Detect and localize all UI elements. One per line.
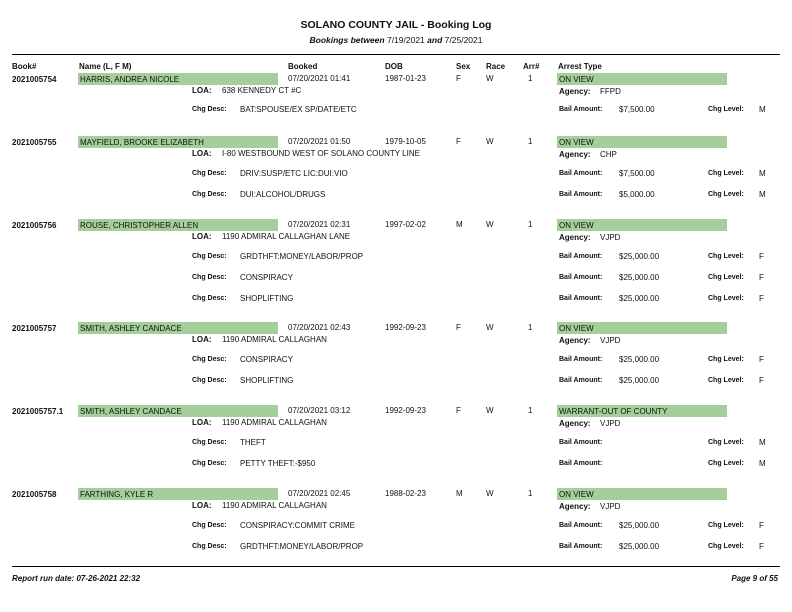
arrest-number: 1 [528,323,533,332]
book-number: 2021005756 [12,221,57,230]
sex: M [456,220,463,229]
bail-amount-label: Bail Amount: [559,543,603,550]
agency-label: Agency: [559,419,591,428]
charge-level-label: Chg Level: [708,253,744,260]
charge-description: GRDTHFT:MONEY/LABOR/PROP [240,542,364,551]
book-number: 2021005757 [12,324,57,333]
charge-desc-label: Chg Desc: [192,274,227,281]
charge-level-label: Chg Level: [708,170,744,177]
charge-desc-label: Chg Desc: [192,191,227,198]
header-divider [12,54,780,55]
inmate-name: SMITH, ASHLEY CANDACE [80,324,182,333]
arrest-type: ON VIEW [559,324,594,333]
bail-amount: $25,000.00 [619,252,660,261]
charge-desc-label: Chg Desc: [192,522,227,529]
charge-level: F [759,273,764,282]
bail-amount-label: Bail Amount: [559,191,603,198]
charge-level-label: Chg Level: [708,543,744,550]
inmate-name: MAYFIELD, BROOKE ELIZABETH [80,138,204,147]
charge-desc-label: Chg Desc: [192,295,227,302]
col-header-book: Book# [12,62,37,71]
charge-description: CONSPIRACY:COMMIT CRIME [240,521,355,530]
charge-description: THEFT [240,438,266,447]
loa-label: LOA: [192,232,212,241]
bail-amount-label: Bail Amount: [559,377,603,384]
charge-level-label: Chg Level: [708,377,744,384]
bail-amount-label: Bail Amount: [559,170,603,177]
col-header-name: Name (L, F M) [79,62,132,71]
inmate-name: ROUSE, CHRISTOPHER ALLEN [80,221,199,230]
date-of-birth: 1979-10-05 [385,137,426,146]
charge-description: BAT:SPOUSE/EX SP/DATE/ETC [240,105,357,114]
inmate-name: SMITH, ASHLEY CANDACE [80,407,182,416]
charge-desc-label: Chg Desc: [192,460,227,467]
charge-description: DUI:ALCOHOL/DRUGS [240,190,326,199]
book-number: 2021005755 [12,138,57,147]
charge-description: SHOPLIFTING [240,376,294,385]
charge-level-label: Chg Level: [708,191,744,198]
charge-level: F [759,355,764,364]
charge-level-label: Chg Level: [708,295,744,302]
loa-label: LOA: [192,501,212,510]
report-title: SOLANO COUNTY JAIL - Booking Log [300,19,492,31]
location-of-arrest: 1190 ADMIRAL CALLAGHAN LANE [222,232,351,241]
booked-datetime: 07/20/2021 01:41 [288,74,351,83]
date-of-birth: 1997-02-02 [385,220,426,229]
charge-level: F [759,252,764,261]
agency: VJPD [600,419,621,428]
sex: F [456,74,461,83]
charge-description: CONSPIRACY [240,273,293,282]
booked-datetime: 07/20/2021 03:12 [288,406,351,415]
charge-level: M [759,459,766,468]
arrest-number: 1 [528,74,533,83]
footer-divider [12,566,780,567]
agency: VJPD [600,502,621,511]
charge-level: M [759,169,766,178]
report-subtitle [0,35,792,45]
charge-level-label: Chg Level: [708,274,744,281]
arrest-number: 1 [528,406,533,415]
loa-label: LOA: [192,149,212,158]
agency: VJPD [600,233,621,242]
agency-label: Agency: [559,336,591,345]
booked-datetime: 07/20/2021 01:50 [288,137,351,146]
bail-amount: $5,000.00 [619,190,655,199]
bail-amount: $25,000.00 [619,521,660,530]
bail-amount-label: Bail Amount: [559,295,603,302]
charge-desc-label: Chg Desc: [192,439,227,446]
arrest-type: ON VIEW [559,138,594,147]
page-number: Page 9 of 55 [731,574,778,583]
charge-description: CONSPIRACY [240,355,293,364]
bail-amount: $7,500.00 [619,169,655,178]
charge-description: GRDTHFT:MONEY/LABOR/PROP [240,252,364,261]
arrest-number: 1 [528,220,533,229]
race: W [486,137,494,146]
booked-datetime: 07/20/2021 02:31 [288,220,351,229]
location-of-arrest: 1190 ADMIRAL CALLAGHAN [222,501,327,510]
arrest-number: 1 [528,489,533,498]
date-to: 7/25/2021 [444,35,483,45]
bail-amount-label: Bail Amount: [559,439,603,446]
bail-amount: $25,000.00 [619,376,660,385]
arrest-type: ON VIEW [559,490,594,499]
bail-amount: $25,000.00 [619,542,660,551]
agency-label: Agency: [559,150,591,159]
date-of-birth: 1992-09-23 [385,406,426,415]
subtitle-prefix: Bookings between [309,35,385,45]
bail-amount-label: Bail Amount: [559,106,603,113]
charge-level-label: Chg Level: [708,522,744,529]
race: W [486,74,494,83]
charge-level: F [759,294,764,303]
arrest-type: WARRANT-OUT OF COUNTY [559,407,668,416]
bail-amount: $25,000.00 [619,294,660,303]
charge-level: M [759,190,766,199]
col-header-sex: Sex [456,62,471,71]
bail-amount-label: Bail Amount: [559,522,603,529]
charge-level: M [759,438,766,447]
sex: F [456,323,461,332]
charge-description: DRIV:SUSP/ETC LIC:DUI:VIO [240,169,348,178]
charge-level-label: Chg Level: [708,460,744,467]
bail-amount: $25,000.00 [619,273,660,282]
sex: F [456,137,461,146]
agency: VJPD [600,336,621,345]
charge-description: PETTY THEFT:-$950 [240,459,316,468]
loa-label: LOA: [192,418,212,427]
sex: F [456,406,461,415]
charge-description: SHOPLIFTING [240,294,294,303]
col-header-booked: Booked [288,62,318,71]
bail-amount-label: Bail Amount: [559,356,603,363]
book-number: 2021005754 [12,75,57,84]
charge-level-label: Chg Level: [708,356,744,363]
date-of-birth: 1987-01-23 [385,74,426,83]
charge-level-label: Chg Level: [708,439,744,446]
location-of-arrest: I-80 WESTBOUND WEST OF SOLANO COUNTY LINE [222,149,420,158]
charge-level: F [759,376,764,385]
race: W [486,406,494,415]
charge-desc-label: Chg Desc: [192,356,227,363]
race: W [486,220,494,229]
charge-level-label: Chg Level: [708,106,744,113]
agency: FFPD [600,87,621,96]
location-of-arrest: 638 KENNEDY CT #C [222,86,302,95]
inmate-name: FARTHING, KYLE R [80,490,154,499]
charge-desc-label: Chg Desc: [192,377,227,384]
sex: M [456,489,463,498]
col-header-race: Race [486,62,506,71]
agency-label: Agency: [559,87,591,96]
charge-desc-label: Chg Desc: [192,253,227,260]
bail-amount: $25,000.00 [619,355,660,364]
agency: CHP [600,150,617,159]
agency-label: Agency: [559,233,591,242]
subtitle-and: and [427,35,443,45]
race: W [486,489,494,498]
col-header-arr: Arr# [523,62,540,71]
loa-label: LOA: [192,86,212,95]
col-header-arrest-type: Arrest Type [558,62,602,71]
date-of-birth: 1992-09-23 [385,323,426,332]
bail-amount: $7,500.00 [619,105,655,114]
book-number: 2021005757.1 [12,407,64,416]
charge-desc-label: Chg Desc: [192,170,227,177]
arrest-type: ON VIEW [559,221,594,230]
location-of-arrest: 1190 ADMIRAL CALLAGHAN [222,418,327,427]
book-number: 2021005758 [12,490,57,499]
date-of-birth: 1988-02-23 [385,489,426,498]
bail-amount-label: Bail Amount: [559,460,603,467]
race: W [486,323,494,332]
bail-amount-label: Bail Amount: [559,274,603,281]
charge-level: M [759,105,766,114]
location-of-arrest: 1190 ADMIRAL CALLAGHAN [222,335,327,344]
charge-level: F [759,521,764,530]
loa-label: LOA: [192,335,212,344]
arrest-number: 1 [528,137,533,146]
charge-desc-label: Chg Desc: [192,543,227,550]
agency-label: Agency: [559,502,591,511]
charge-level: F [759,542,764,551]
arrest-type: ON VIEW [559,75,594,84]
report-run-date: Report run date: 07-26-2021 22:32 [12,574,141,583]
booked-datetime: 07/20/2021 02:43 [288,323,351,332]
inmate-name: HARRIS, ANDREA NICOLE [80,75,180,84]
date-from: 7/19/2021 [386,35,425,45]
charge-desc-label: Chg Desc: [192,106,227,113]
bail-amount-label: Bail Amount: [559,253,603,260]
booked-datetime: 07/20/2021 02:45 [288,489,351,498]
col-header-dob: DOB [385,62,403,71]
